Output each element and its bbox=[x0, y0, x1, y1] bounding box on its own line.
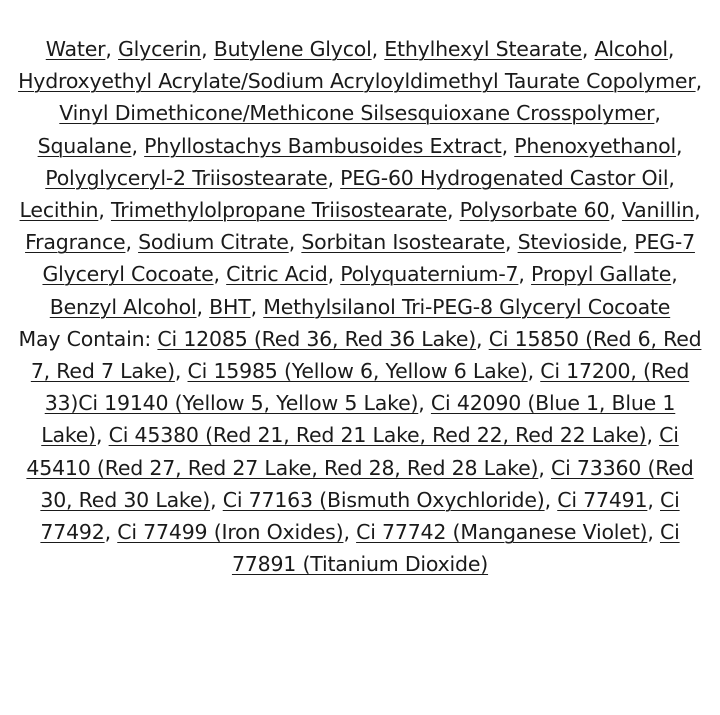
separator: , bbox=[105, 37, 118, 61]
ingredient-link[interactable]: Polyglyceryl-2 Triisostearate bbox=[45, 165, 328, 190]
separator: , bbox=[527, 359, 541, 384]
ingredient-link[interactable]: Butylene Glycol bbox=[213, 37, 372, 61]
ingredient-link[interactable]: PEG-7 Glyceryl Cocoate bbox=[42, 230, 695, 287]
separator: , bbox=[518, 262, 532, 287]
separator: , bbox=[609, 198, 622, 223]
ingredient-link[interactable]: Polyquaternium-7 bbox=[340, 262, 519, 287]
separator: , bbox=[544, 487, 558, 512]
separator: , bbox=[104, 520, 118, 545]
may-contain-section bbox=[12, 323, 708, 581]
separator: , bbox=[250, 294, 264, 319]
separator: , bbox=[446, 198, 460, 223]
separator: , bbox=[504, 230, 518, 255]
separator: , bbox=[371, 37, 385, 61]
separator: , bbox=[671, 262, 678, 287]
colorant-link[interactable]: Ci 77491 bbox=[557, 487, 648, 512]
ingredient-link[interactable]: Sorbitan Isostearate bbox=[301, 230, 505, 255]
colorant-link[interactable]: Ci 45380 (Red 21, Red 21 Lake, Red 22, Red 22 Lake) bbox=[108, 423, 647, 448]
separator: , bbox=[418, 391, 431, 416]
separator: , bbox=[131, 133, 145, 158]
ingredient-link[interactable]: Phyllostachys Bambusoides Extract bbox=[144, 133, 502, 158]
separator: , bbox=[210, 487, 223, 512]
separator: , bbox=[621, 230, 635, 255]
ingredient-link[interactable]: Sodium Citrate bbox=[138, 230, 289, 255]
ingredient-link[interactable]: Hydroxyethyl Acrylate/Sodium Acryloyldimethyl Taurate Copolymer bbox=[18, 69, 696, 94]
separator: , bbox=[98, 198, 111, 223]
separator: , bbox=[327, 165, 341, 190]
ingredient-link[interactable]: Stevioside bbox=[517, 230, 622, 255]
separator: , bbox=[476, 326, 489, 351]
colorant-link[interactable]: Ci 73360 (Red 30, Red 30 Lake) bbox=[40, 455, 694, 512]
ingredient-link[interactable]: Alcohol bbox=[594, 37, 668, 61]
ingredient-link[interactable]: Vinyl Dimethicone/Methicone Silsesquioxane Crosspolymer bbox=[59, 101, 655, 126]
ingredient-link[interactable]: BHT bbox=[209, 294, 251, 319]
colorant-link[interactable]: Ci 77891 (Titanium Dioxide) bbox=[231, 520, 680, 577]
colorant-link[interactable]: Ci 15850 (Red 6, Red 7, Red 7 Lake) bbox=[30, 326, 702, 384]
ingredient-link[interactable]: Benzyl Alcohol bbox=[49, 294, 197, 319]
colorant-link[interactable]: Ci 77163 (Bismuth Oxychloride) bbox=[222, 487, 545, 512]
separator: , bbox=[646, 423, 660, 448]
ingredient-link[interactable]: Propyl Gallate bbox=[531, 262, 672, 287]
separator: , bbox=[538, 455, 551, 480]
separator: , bbox=[695, 69, 702, 94]
ingredient-link[interactable]: Water bbox=[45, 37, 106, 61]
separator: , bbox=[201, 37, 214, 61]
separator: , bbox=[174, 359, 188, 384]
separator: , bbox=[676, 133, 683, 158]
separator: , bbox=[196, 294, 210, 319]
ingredient-link[interactable]: PEG-60 Hydrogenated Castor Oil bbox=[340, 165, 669, 190]
separator: , bbox=[95, 423, 109, 448]
ingredient-link[interactable]: Lecithin bbox=[19, 198, 99, 223]
ingredient-link[interactable]: Polysorbate 60 bbox=[459, 198, 610, 223]
colorant-link[interactable]: Ci 42090 (Blue 1, Blue 1 Lake) bbox=[41, 391, 676, 448]
ingredient-link[interactable]: Trimethylolpropane Triisostearate bbox=[110, 198, 447, 223]
may-contain-items bbox=[26, 327, 701, 576]
separator: , bbox=[327, 262, 341, 287]
colorant-link[interactable]: Ci 12085 (Red 36, Red 36 Lake) bbox=[157, 326, 477, 351]
separator: , bbox=[694, 198, 701, 223]
ingredient-link[interactable]: Citric Acid bbox=[226, 262, 328, 287]
separator: , bbox=[343, 520, 357, 545]
separator: , bbox=[501, 133, 515, 158]
colorant-link[interactable]: Ci 77492 bbox=[40, 487, 680, 545]
separator: , bbox=[647, 487, 660, 512]
separator: , bbox=[213, 262, 227, 287]
ingredient-link[interactable]: Squalane bbox=[37, 133, 132, 158]
colorant-link[interactable]: Ci 15985 (Yellow 6, Yellow 6 Lake) bbox=[187, 359, 528, 384]
ingredient-link[interactable]: Ethylhexyl Stearate bbox=[384, 37, 582, 61]
colorant-link[interactable]: Ci 77742 (Manganese Violet) bbox=[356, 520, 648, 545]
colorant-link[interactable]: Ci 45410 (Red 27, Red 27 Lake, Red 28, Red 28 Lake) bbox=[26, 423, 679, 480]
ingredient-link[interactable]: Glycerin bbox=[118, 37, 202, 61]
separator: , bbox=[667, 37, 675, 61]
separator: , bbox=[288, 230, 302, 255]
separator: , bbox=[654, 101, 661, 126]
separator: , bbox=[668, 165, 675, 190]
separator: , bbox=[647, 520, 660, 545]
colorant-link[interactable]: Ci 17200, (Red 33)Ci 19140 (Yellow 5, Yellow 5 Lake) bbox=[44, 359, 690, 416]
ingredient-link[interactable]: Vanillin bbox=[621, 198, 695, 223]
may-contain-label: May Contain: bbox=[18, 326, 158, 351]
colorant-link[interactable]: Ci 77499 (Iron Oxides) bbox=[117, 520, 344, 545]
separator: , bbox=[581, 37, 595, 61]
ingredient-link[interactable]: Methylsilanol Tri-PEG-8 Glyceryl Cocoate bbox=[263, 294, 671, 319]
ingredient-link[interactable]: Phenoxyethanol bbox=[514, 133, 677, 158]
separator: , bbox=[125, 230, 139, 255]
ingredients-main bbox=[12, 33, 708, 323]
ingredient-link[interactable]: Fragrance bbox=[25, 230, 126, 255]
